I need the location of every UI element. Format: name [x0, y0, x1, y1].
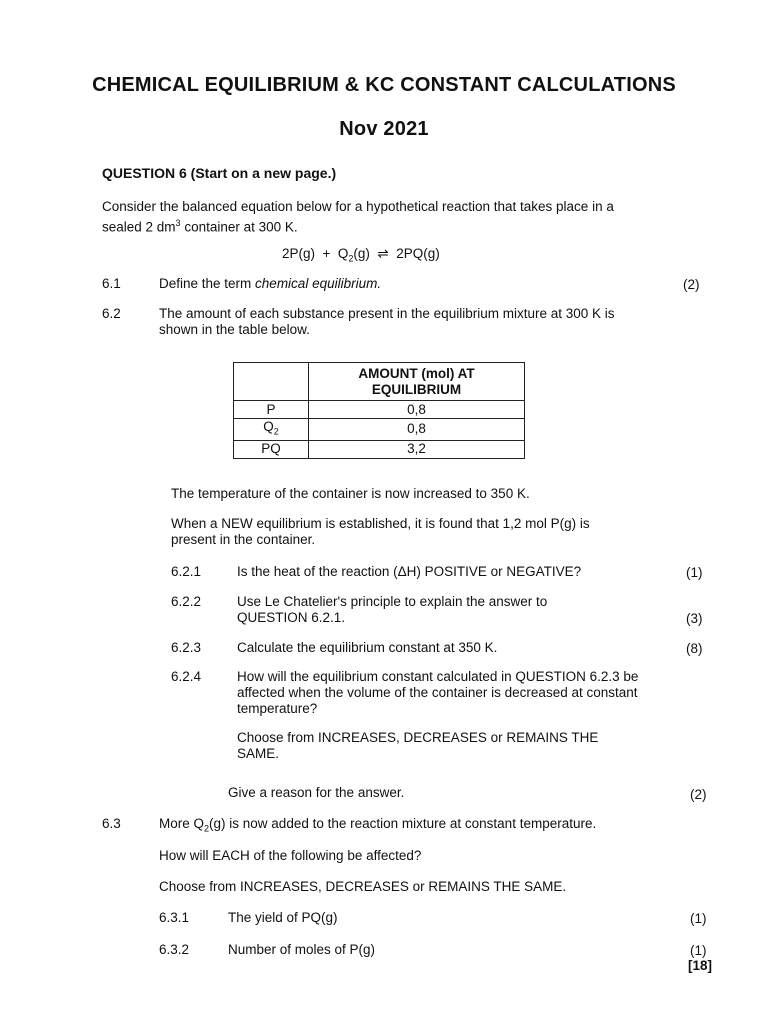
q6-2-4-choose-line-2: SAME. — [237, 746, 280, 761]
q6-2-3-number: 6.2.3 — [171, 640, 202, 655]
table-row — [234, 419, 525, 441]
q6-3-text-post: (g) is now added to the reaction mixture at constant temperature. — [209, 816, 597, 831]
equilibrium-table — [233, 362, 525, 459]
intro-paragraph — [102, 199, 662, 236]
q6-2-number: 6.2 — [102, 306, 121, 321]
q6-2-4-marks: (2) — [690, 787, 707, 802]
q6-2-4-text — [237, 669, 659, 717]
q6-2-1-number: 6.2.1 — [171, 564, 202, 579]
table-header-line-2: EQUILIBRIUM — [371, 381, 462, 397]
total-marks: [18] — [688, 958, 713, 973]
intro-line-2 — [102, 215, 662, 236]
intro-line-2-post: container at 300 K. — [180, 219, 298, 235]
table-cell-substance-base: Q — [263, 419, 274, 434]
table-header-empty — [234, 363, 309, 401]
q6-2-1-marks: (1) — [686, 565, 703, 580]
table-cell-substance-sub: 2 — [273, 426, 279, 437]
table-cell-value: 0,8 — [309, 419, 525, 441]
table-cell-substance — [234, 419, 309, 441]
q6-2-4-line-1: How will the equilibrium constant calculated in QUESTION 6.2.3 be — [237, 669, 639, 684]
q6-2-4-choose-line-1: Choose from INCREASES, DECREASES or REMAINS THE — [237, 730, 599, 745]
q6-2-line-1: The amount of each substance present in the equilibrium mixture at 300 K is — [159, 306, 615, 321]
table-cell-value: 0,8 — [309, 401, 525, 419]
q6-2-4-line-2: affected when the volume of the container is decreased at constant — [237, 685, 638, 700]
q6-2-3-marks: (8) — [686, 641, 703, 656]
q6-2-4-choose — [237, 730, 659, 762]
q6-3-number: 6.3 — [102, 816, 121, 831]
q6-3-how: How will EACH of the following be affected? — [159, 848, 422, 863]
q6-1-text-pre: Define the term — [159, 276, 256, 291]
q6-3-1-text: The yield of PQ(g) — [228, 910, 338, 925]
q6-3-1-number: 6.3.1 — [159, 910, 190, 925]
new-equilibrium-line-1: When a NEW equilibrium is established, it is found that 1,2 mol P(g) is — [171, 516, 590, 531]
q6-2-4-line-3: temperature? — [237, 701, 318, 716]
table-cell-substance: PQ — [234, 440, 309, 458]
intro-line-2-pre: sealed 2 dm — [102, 219, 176, 235]
equation-part-a: 2P(g) + Q — [282, 246, 349, 261]
q6-2-4-number: 6.2.4 — [171, 669, 202, 684]
q6-2-line-2: shown in the table below. — [159, 322, 310, 337]
q6-2-2-marks: (3) — [686, 611, 703, 626]
table-row — [234, 401, 525, 419]
table-header-amount — [309, 363, 525, 401]
table-header-line-1: AMOUNT (mol) AT — [358, 365, 475, 381]
table-header-row — [234, 363, 525, 401]
new-equilibrium-line-2: present in the container. — [171, 532, 316, 547]
q6-3-2-marks: (1) — [690, 943, 707, 958]
q6-1-text — [159, 276, 381, 292]
q6-2-2-text — [237, 594, 659, 626]
table-cell-value: 3,2 — [309, 440, 525, 458]
q6-3-text — [159, 816, 596, 837]
q6-1-number: 6.1 — [102, 276, 121, 291]
temperature-line: The temperature of the container is now increased to 350 K. — [171, 486, 530, 501]
page-subtitle: Nov 2021 — [339, 118, 429, 140]
q6-2-2-line-1: Use Le Chatelier's principle to explain the answer to — [237, 594, 548, 609]
table-row — [234, 440, 525, 458]
q6-3-2-number: 6.3.2 — [159, 942, 190, 957]
q6-2-3-text: Calculate the equilibrium constant at 350 K. — [237, 640, 498, 655]
q6-3-text-pre: More Q — [159, 816, 205, 831]
page-title: CHEMICAL EQUILIBRIUM & KC CONSTANT CALCULATIONS — [92, 74, 676, 96]
q6-2-1-text: Is the heat of the reaction (ΔH) POSITIVE or NEGATIVE? — [237, 564, 582, 579]
reaction-equation — [282, 246, 440, 267]
q6-3-choose: Choose from INCREASES, DECREASES or REMAINS THE SAME. — [159, 879, 567, 894]
intro-line-2-sup: 3 — [175, 218, 181, 228]
table-cell-substance: P — [234, 401, 309, 419]
q6-2-2-number: 6.2.2 — [171, 594, 202, 609]
intro-line-1: Consider the balanced equation below for a hypothetical reaction that takes place in a — [102, 199, 614, 214]
q6-2-text — [159, 306, 659, 338]
new-equilibrium-paragraph — [171, 516, 658, 548]
q6-2-2-line-2: QUESTION 6.2.1. — [237, 610, 346, 625]
q6-3-1-marks: (1) — [690, 911, 707, 926]
q6-1-text-italic: chemical equilibrium. — [255, 276, 382, 291]
q6-2-4-reason: Give a reason for the answer. — [228, 785, 405, 800]
equation-sub: 2 — [348, 253, 354, 264]
equation-part-b: (g) ⇌ 2PQ(g) — [353, 246, 440, 261]
q6-3-text-sub: 2 — [204, 823, 210, 834]
q6-1-marks: (2) — [683, 277, 700, 292]
q6-3-2-text: Number of moles of P(g) — [228, 942, 376, 957]
question-heading: QUESTION 6 (Start on a new page.) — [102, 165, 337, 181]
